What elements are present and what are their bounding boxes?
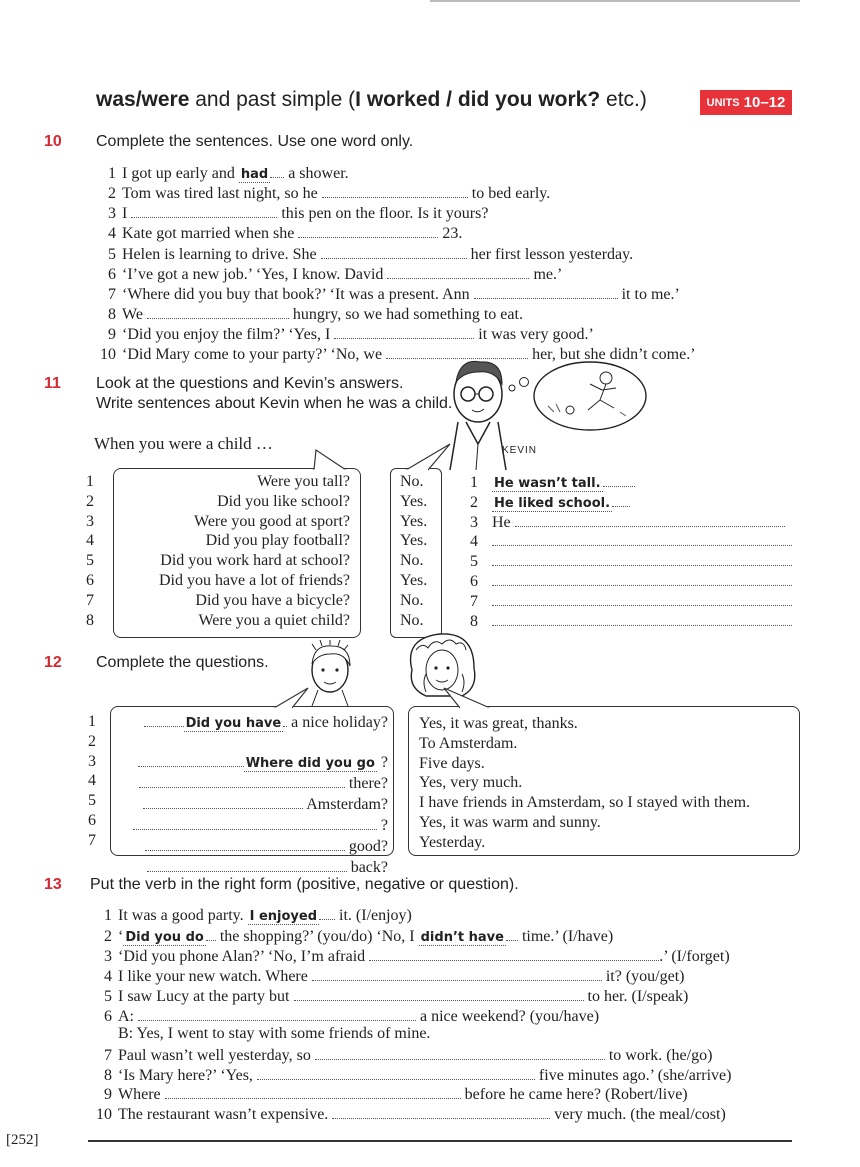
ex12-question-7[interactable]: 7 back? xyxy=(88,831,388,876)
ex10-blank-9[interactable] xyxy=(334,324,474,339)
ex13-blank-4[interactable] xyxy=(312,966,602,981)
ex10-item-10: 10 ‘Did Mary come to your party?’ ‘No, we her, but she didn’t come.’ xyxy=(100,346,696,363)
exercise-11-number: 11 xyxy=(44,375,61,392)
ex12-question-5[interactable]: 5 ? xyxy=(88,792,388,834)
ex10-answer-1[interactable]: had xyxy=(240,167,269,182)
exercise-10-instruction: Complete the sentences. Use one word only. xyxy=(96,133,414,150)
ex13-item-2: 2 ‘ Did you do the shopping?’ (you/do) ‘No, I didn’t have time.’ (I/have) xyxy=(104,928,614,945)
ex13-item-1: 1 It was a good party. I enjoyed it. (I/enjoy) xyxy=(104,907,412,924)
kevin-label: KEVIN xyxy=(502,445,538,456)
ex11-sentence-6[interactable]: 6 xyxy=(470,571,796,591)
ex13-item-7: 7 Paul wasn’t well yesterday, so to work. (he/go) xyxy=(104,1047,713,1064)
ex12-questions-tail xyxy=(270,686,320,710)
ex10-blank-6[interactable] xyxy=(387,264,529,279)
page-title: was/were and past simple (I worked / did you work? etc.) xyxy=(96,88,647,111)
ex13-blank-7[interactable] xyxy=(315,1045,605,1060)
ex11-answer-list: No. Yes. Yes. Yes. No. Yes. No. No. xyxy=(400,473,428,629)
ex13-answer-1[interactable]: I enjoyed xyxy=(249,909,318,924)
ex12-question-6[interactable]: 6 good? xyxy=(88,811,388,855)
ex13-blank-6[interactable] xyxy=(138,1006,416,1021)
ex13-answer-2a[interactable]: Did you do xyxy=(125,930,204,945)
ex13-blank-3[interactable] xyxy=(369,946,659,961)
exercise-12-number: 12 xyxy=(44,654,62,671)
exercise-11-instruction-2: Write sentences about Kevin when he was a child. xyxy=(96,395,453,412)
ex12-answer-list: Yes, it was great, thanks. To Amsterdam. Five days. Yes, very much. I have friends in Amsterdam, so I stayed with them. Yes, it was warm and sunny. Yesterday. xyxy=(419,715,751,851)
ex10-blank-2[interactable] xyxy=(322,183,468,198)
exercise-11-instruction-1: Look at the questions and Kevin’s answers. xyxy=(96,375,404,392)
ex11-sentence-3[interactable]: 3 He xyxy=(470,512,796,532)
ex10-item-8: 8 We hungry, so we had something to eat. xyxy=(108,306,523,323)
ex13-item-8: 8 ‘Is Mary here?’ ‘Yes, five minutes ago.’ (she/arrive) xyxy=(104,1067,732,1084)
ex10-item-4: 4 Kate got married when she 23. xyxy=(108,225,463,242)
ex10-item-2: 2 Tom was tired last night, so he to bed early. xyxy=(108,185,551,202)
ex10-blank-5[interactable] xyxy=(321,244,467,259)
ex13-item-5: 5 I saw Lucy at the party but to her. (I/speak) xyxy=(104,988,689,1005)
ex10-blank-4[interactable] xyxy=(298,223,438,238)
ex10-item-9: 9 ‘Did you enjoy the film?’ ‘Yes, I it was very good.’ xyxy=(108,326,594,343)
ex10-blank-8[interactable] xyxy=(147,304,289,319)
top-rule xyxy=(430,0,800,2)
ex11-sentence-7[interactable]: 7 xyxy=(470,591,796,611)
ex12-question-3[interactable]: 3 there? xyxy=(88,752,388,793)
ex12-answers-tail xyxy=(440,686,510,710)
ex10-item-5: 5 Helen is learning to drive. She her first lesson yesterday. xyxy=(108,246,634,263)
footer-rule xyxy=(88,1140,792,1142)
ex12-question-4[interactable]: 4 Amsterdam? xyxy=(88,772,388,814)
ex12-question-1[interactable]: 1 Did you have a nice holiday? xyxy=(88,713,388,731)
ex13-answer-2b[interactable]: didn’t have xyxy=(420,930,504,945)
exercise-10-number: 10 xyxy=(44,133,62,150)
ex11-sentence-list xyxy=(470,472,796,630)
page-number: [252] xyxy=(6,1132,39,1148)
ex10-item-6: 6 ‘I’ve got a new job.’ ‘Yes, I know. David me.’ xyxy=(108,266,563,283)
exercise-13-number: 13 xyxy=(44,876,62,893)
ex10-blank-3[interactable] xyxy=(131,203,277,218)
ex11-sentence-1[interactable]: 1 He wasn’t tall. xyxy=(470,472,796,492)
ex13-item-4: 4 I like your new watch. Where it? (you/get) xyxy=(104,968,685,985)
ex13-item-6b: B: Yes, I went to stay with some friends of mine. xyxy=(118,1025,431,1042)
ex13-blank-10[interactable] xyxy=(332,1104,550,1119)
ex11-sentence-2[interactable]: 2 He liked school. xyxy=(470,492,796,512)
ex13-item-10: 10 The restaurant wasn’t expensive. very much. (the meal/cost) xyxy=(96,1106,726,1123)
ex13-item-3: 3 ‘Did you phone Alan?’ ‘No, I’m afraid .’ (I/forget) xyxy=(104,948,730,965)
ex13-blank-8[interactable] xyxy=(257,1065,535,1080)
ex11-answers-tail xyxy=(400,440,460,472)
exercise-13-instruction: Put the verb in the right form (positive, negative or question). xyxy=(90,876,519,893)
ex11-question-list: 1 Were you tall? 2 Did you like school? 3 Were you good at sport? 4 Did you play football? 5 Did you work hard at school? 6 Did you have a lot of friends? 7 Did you have a bicycle? 8 Were you a quiet child? xyxy=(86,473,350,629)
ex11-sentence-5[interactable]: 5 xyxy=(470,551,796,571)
exercise-12-instruction: Complete the questions. xyxy=(96,654,269,671)
ex13-blank-9[interactable] xyxy=(165,1084,461,1099)
ex10-item-7: 7 ‘Where did you buy that book?’ ‘It was a present. Ann it to me.’ xyxy=(108,286,680,303)
ex11-sentence-4[interactable]: 4 xyxy=(470,531,796,551)
units-badge: UNITS 10–12 xyxy=(700,90,792,115)
ex12-question-list xyxy=(88,712,388,877)
ex12-question-2[interactable]: 2 Where did you go ? xyxy=(88,732,388,771)
ex11-speech-tail xyxy=(300,448,360,472)
ex11-lead-text: When you were a child … xyxy=(94,434,273,453)
ex10-item-1: 1 I got up early and had a shower. xyxy=(108,165,349,182)
ex13-item-9: 9 Where before he came here? (Robert/live) xyxy=(104,1086,688,1103)
ex10-blank-7[interactable] xyxy=(474,284,618,299)
ex13-blank-5[interactable] xyxy=(294,986,584,1001)
ex13-item-6: 6 A: a nice weekend? (you/have) xyxy=(104,1008,600,1025)
ex11-sentence-8[interactable]: 8 xyxy=(470,611,796,631)
ex10-item-3: 3 I this pen on the floor. Is it yours? xyxy=(108,205,489,222)
